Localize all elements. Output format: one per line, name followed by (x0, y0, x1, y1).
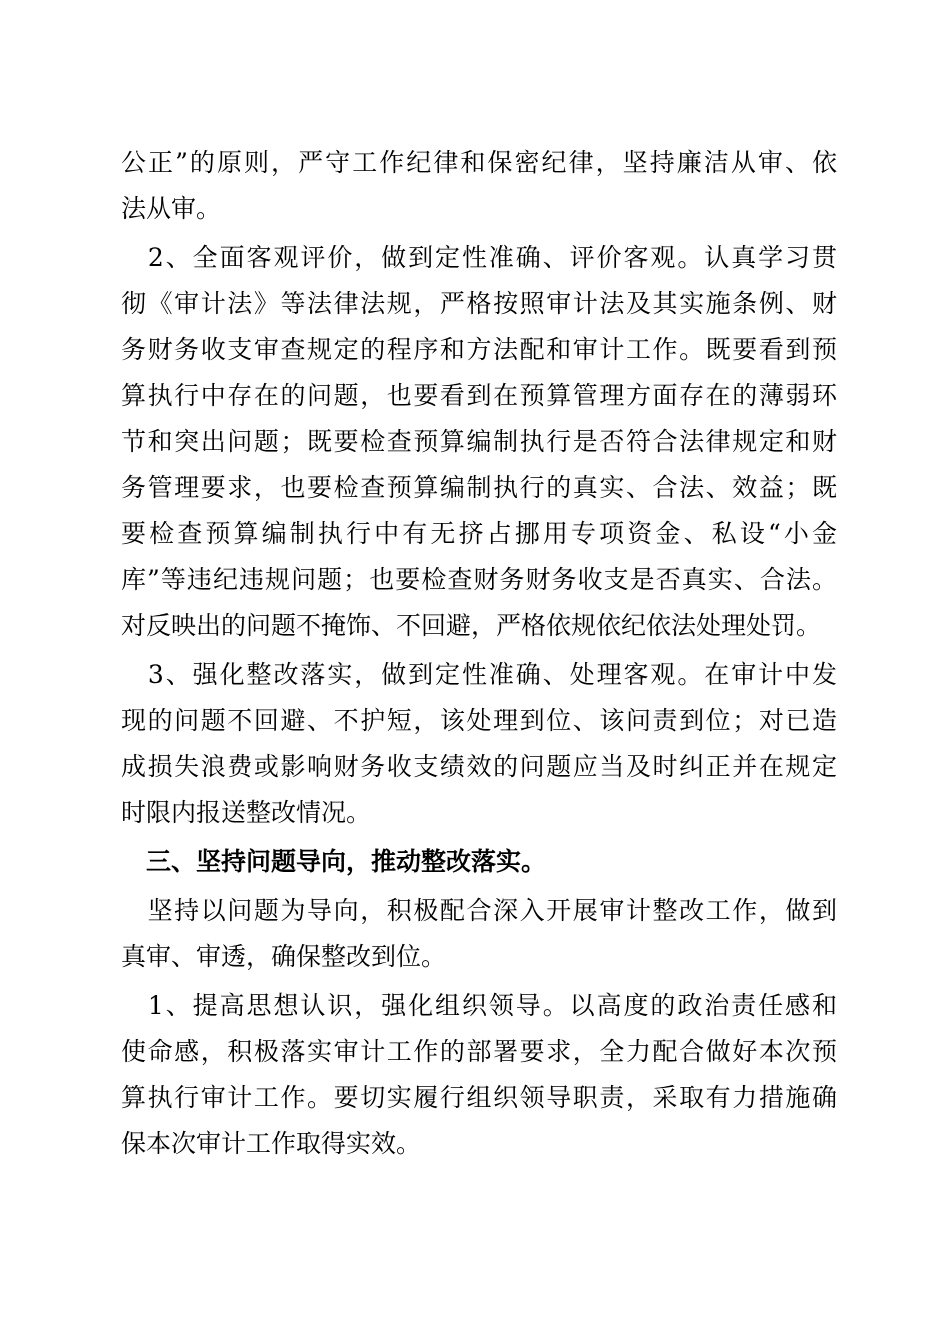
text-line: 库”等违纪违规问题；也要检查财务财务收支是否真实、合法。 (121, 565, 837, 594)
paragraph-item-2 (121, 235, 837, 649)
text-line: 算执行中存在的问题，也要看到在预算管理方面存在的薄弱环 (121, 381, 837, 410)
text-line: 真审、审透，确保整改到位。 (121, 942, 447, 971)
text-line: 算执行审计工作。要切实履行组织领导职责，采取有力措施确 (121, 1083, 837, 1112)
paragraph-item-1 (121, 983, 837, 1167)
text-line: 现的问题不回避、不护短，该处理到位、该问责到位；对已造 (121, 706, 837, 735)
text-line: 公正”的原则，严守工作纪律和保密纪律，坚持廉洁从审、依 (121, 148, 837, 177)
text-line: 务管理要求，也要检查预算编制执行的真实、合法、效益；既 (121, 473, 837, 502)
text-line: 时限内报送整改情况。 (121, 798, 372, 827)
text-line: 彻《审计法》等法律法规，严格按照审计法及其实施条例、财 (121, 289, 837, 318)
text-line: 使命感，积极落实审计工作的部署要求，全力配合做好本次预 (121, 1037, 837, 1066)
text-line: 坚持以问题为导向，积极配合深入开展审计整改工作，做到 (121, 896, 837, 925)
text-line: 节和突出问题；既要检查预算编制执行是否符合法律规定和财 (121, 427, 837, 456)
text-line: 法从审。 (121, 194, 222, 223)
paragraph-principle-continuation (121, 140, 837, 232)
text-line: 2、全面客观评价，做到定性准确、评价客观。认真学习贯 (121, 243, 837, 272)
text-line: 保本次审计工作取得实效。 (121, 1129, 422, 1158)
text-line: 1、提高思想认识，强化组织领导。以高度的政治责任感和 (121, 991, 837, 1020)
document-body (121, 140, 837, 1167)
paragraph-section-intro (121, 888, 837, 980)
text-line: 要检查预算编制执行中有无挤占挪用专项资金、私设“小金 (121, 519, 837, 548)
text-line: 3、强化整改落实，做到定性准确、处理客观。在审计中发 (121, 660, 837, 689)
text-line: 对反映出的问题不掩饰、不回避，严格依规依纪依法处理处罚。 (121, 611, 822, 640)
heading-line: 三、坚持问题导向，推动整改落实。 (121, 847, 547, 876)
text-line: 成损失浪费或影响财务收支绩效的问题应当及时纠正并在规定 (121, 752, 837, 781)
section-heading (121, 839, 837, 885)
paragraph-item-3 (121, 652, 837, 836)
text-line: 务财务收支审查规定的程序和方法配和审计工作。既要看到预 (121, 335, 837, 364)
